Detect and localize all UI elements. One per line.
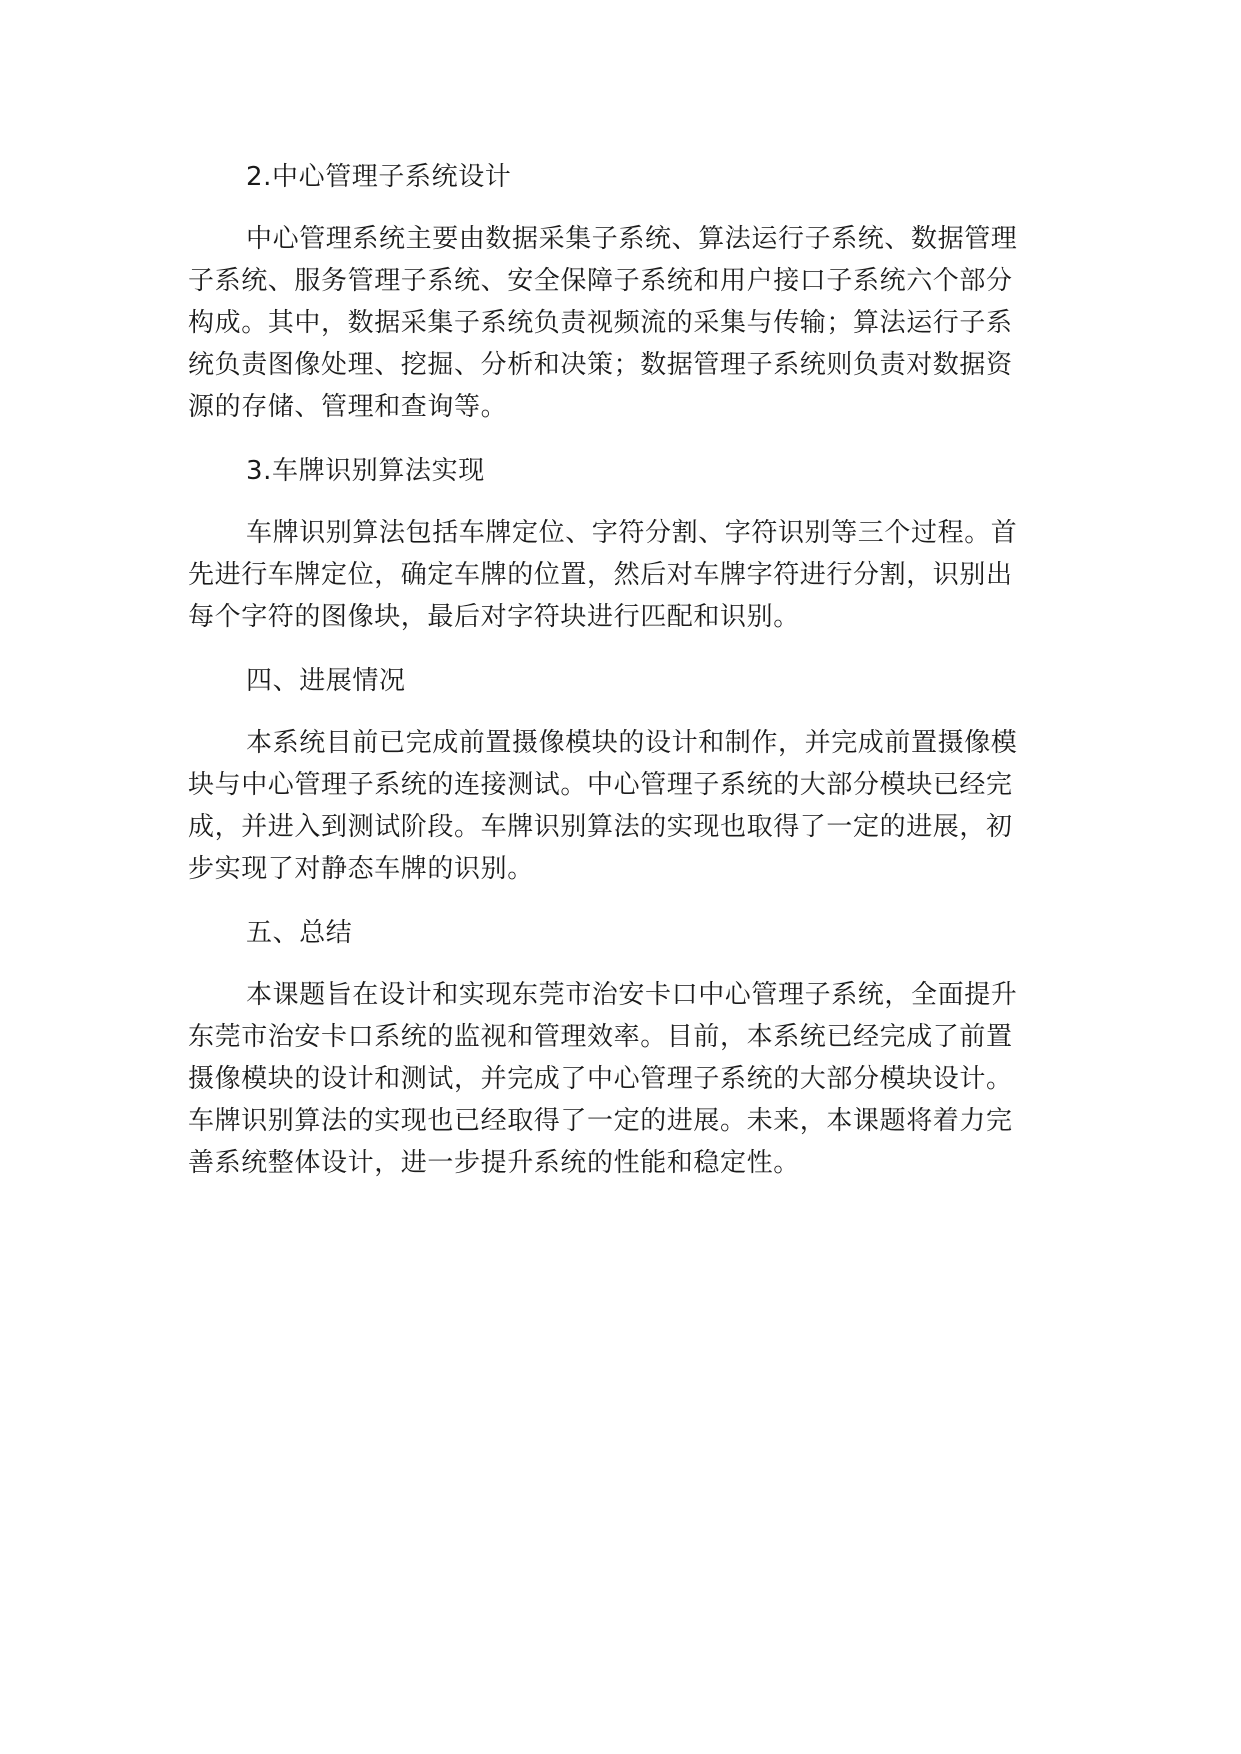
section-heading-summary: 五、总结 (246, 918, 353, 948)
paragraph-progress: 本系统目前已完成前置摄像模块的设计和制作，并完成前置摄像模块与中心管理子系统的连接测试。中心管理子系统的大部分模块已经完成，并进入到测试阶段。车牌识别算法的实现也取得了一定的进展，初步实现了对静态车牌的识别。 (188, 728, 1018, 884)
paragraph-plate-recognition: 车牌识别算法包括车牌定位、字符分割、字符识别等三个过程。首先进行车牌定位，确定车牌的位置，然后对车牌字符进行分割，识别出每个字符的图像块，最后对字符块进行匹配和识别。 (188, 518, 1018, 632)
section-heading-plate-recognition: 3.车牌识别算法实现 (246, 456, 485, 486)
paragraph-summary: 本课题旨在设计和实现东莞市治安卡口中心管理子系统，全面提升东莞市治安卡口系统的监视和管理效率。目前，本系统已经完成了前置摄像模块的设计和测试，并完成了中心管理子系统的大部分模块设计。车牌识别算法的实现也已经取得了一定的进展。未来，本课题将着力完善系统整体设计，进一步提升系统的性能和稳定性。 (188, 980, 1018, 1178)
section-heading-center-management: 2.中心管理子系统设计 (246, 162, 512, 192)
section-heading-progress: 四、进展情况 (246, 666, 406, 696)
document-body (188, 156, 1033, 1206)
paragraph-center-management: 中心管理系统主要由数据采集子系统、算法运行子系统、数据管理子系统、服务管理子系统、安全保障子系统和用户接口子系统六个部分构成。其中，数据采集子系统负责视频流的采集与传输；算法运行子系统负责图像处理、挖掘、分析和决策；数据管理子系统则负责对数据资源的存储、管理和查询等。 (188, 224, 1018, 422)
